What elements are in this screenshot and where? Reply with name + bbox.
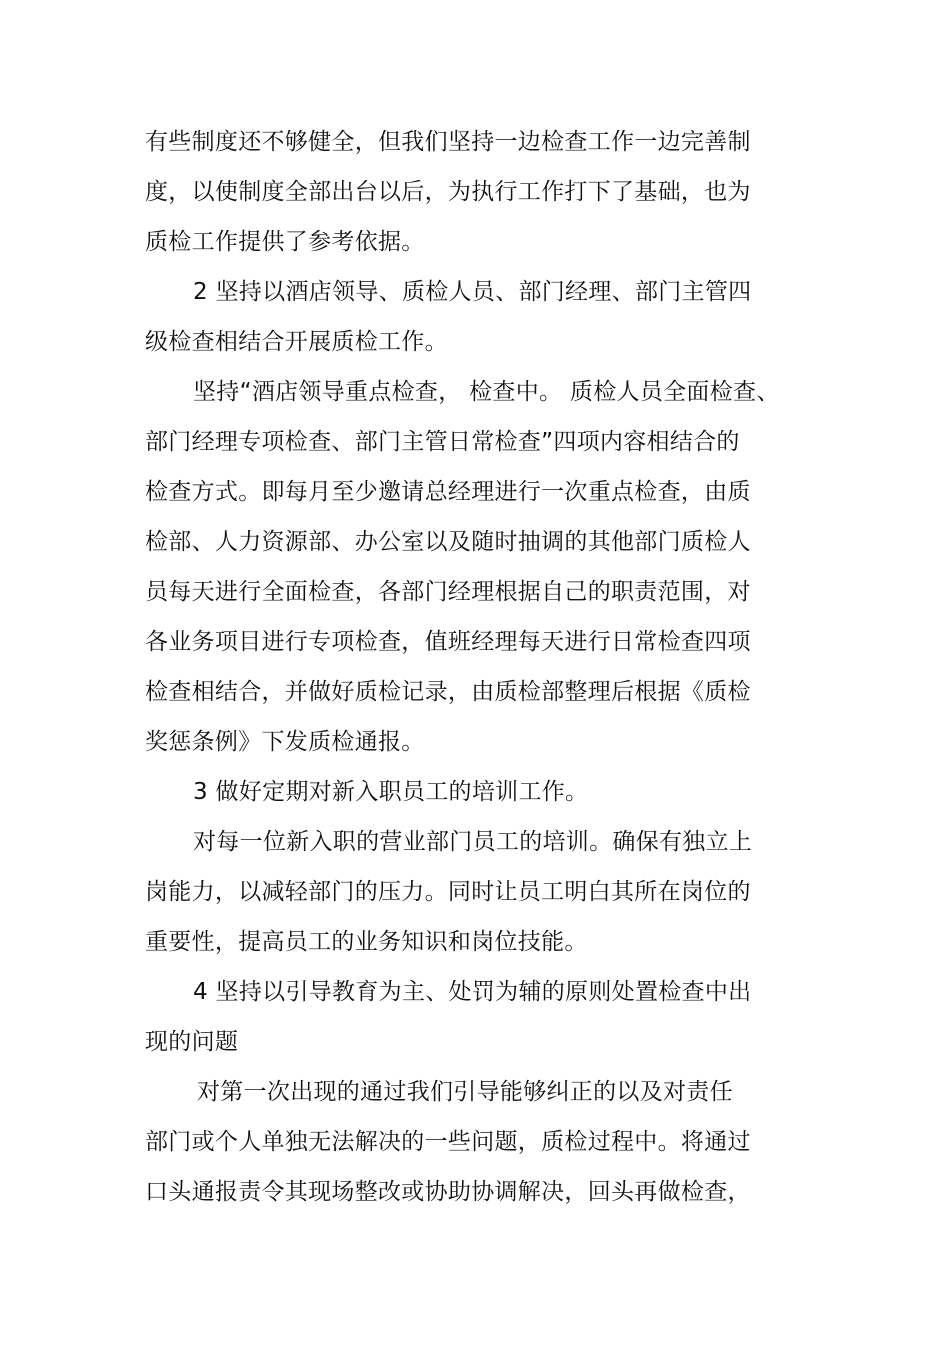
text-line: 部门或个人单独无法解决的一些问题，质检过程中。将通过 — [145, 1129, 751, 1155]
text-line: 度，以使制度全部出台以后，为执行工作打下了基础，也为 — [145, 179, 751, 205]
text-line: 检查相结合，并做好质检记录，由质检部整理后根据《质检 — [145, 679, 751, 705]
text-line: 员每天进行全面检查，各部门经理根据自己的职责范围，对 — [145, 579, 751, 605]
section-heading: 3 做好定期对新入职员工的培训工作。 — [193, 779, 589, 805]
text-line: 有些制度还不够健全，但我们坚持一边检查工作一边完善制 — [145, 129, 751, 155]
text-line: 各业务项目进行专项检查，值班经理每天进行日常检查四项 — [145, 629, 751, 655]
text-line: 级检查相结合开展质检工作。 — [145, 329, 448, 355]
text-line: 奖惩条例》下发质检通报。 — [145, 729, 425, 755]
text-line: 对每一位新入职的营业部门员工的培训。确保有独立上 — [193, 829, 753, 855]
section-heading: 2 坚持以酒店领导、质检人员、部门经理、部门主管四 — [193, 279, 752, 305]
text-line: 坚持“酒店领导重点检查， 检查中。 质检人员全面检查、 — [193, 379, 780, 405]
text-line: 岗能力，以减轻部门的压力。同时让员工明白其所在岗位的 — [145, 879, 751, 905]
text-line: 检查方式。即每月至少邀请总经理进行一次重点检查，由质 — [145, 479, 751, 505]
text-line: 对第一次出现的通过我们引导能够纠正的以及对责任 — [197, 1079, 733, 1105]
text-line: 重要性，提高员工的业务知识和岗位技能。 — [145, 929, 588, 955]
text-line: 口头通报责令其现场整改或协助协调解决，回头再做检查， — [145, 1179, 751, 1205]
text-line: 部门经理专项检查、部门主管日常检查”四项内容相结合的 — [145, 429, 740, 455]
text-line: 检部、人力资源部、办公室以及随时抽调的其他部门质检人 — [145, 529, 751, 555]
text-line: 现的问题 — [145, 1029, 239, 1055]
section-heading: 4 坚持以引导教育为主、处罚为辅的原则处置检查中出 — [193, 979, 752, 1005]
text-line: 质检工作提供了参考依据。 — [145, 229, 425, 255]
